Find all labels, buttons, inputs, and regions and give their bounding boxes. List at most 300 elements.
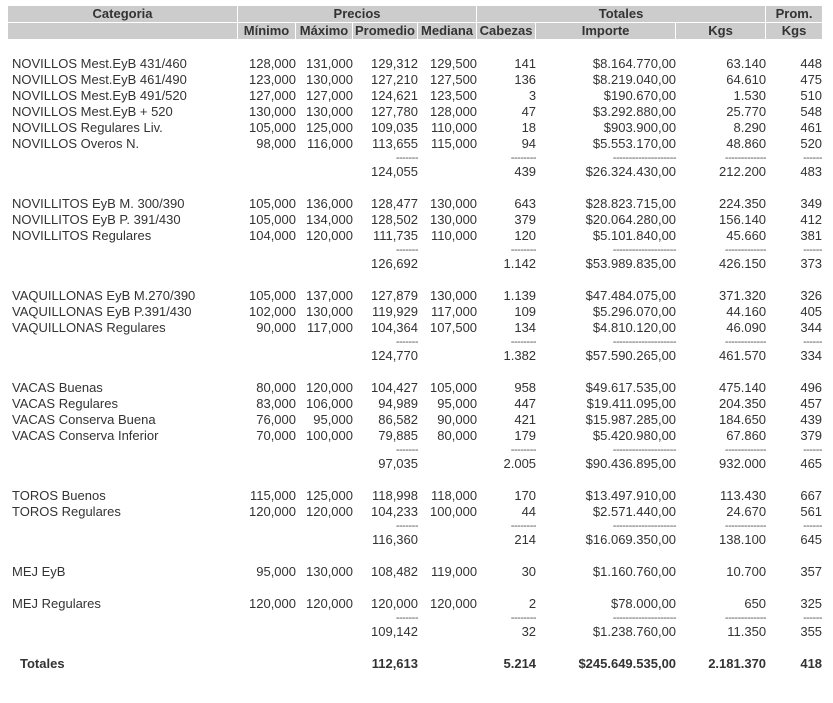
subtotal-cabezas: 32 [521,624,537,639]
cabezas-cell: 134 [514,320,537,335]
spacer-cell [8,548,822,564]
prom-kgs-cell: 475 [800,72,823,87]
mediana-cell: 105,000 [430,380,478,395]
mediana-cell: 119,000 [431,564,478,579]
blank-cell [418,244,477,256]
cabezas-cell: 44 [521,504,537,519]
blank-cell [238,656,296,672]
promedio-cell: 111,735 [372,228,418,243]
cabezas-cell: 3 [528,88,537,103]
spacer-cell [8,272,822,288]
subtotal-promedio: 109,142 [371,624,418,639]
blank-cell [8,152,238,164]
category-cell: NOVILLOS Regulares Liv. [12,120,163,135]
minimo-cell: 130,000 [249,104,296,119]
separator-dashes: -------------------- [612,444,677,456]
maximo-cell: 136,000 [306,196,353,211]
header-mediana: Mediana [418,23,477,40]
cabezas-cell: 141 [514,56,537,71]
minimo-cell: 120,000 [249,596,296,611]
spacer-row [8,40,822,56]
promedio-cell: 79,885 [378,428,418,443]
table-row [8,304,822,320]
header-prom: Prom. [766,6,822,23]
minimo-cell: 115,000 [249,488,296,503]
maximo-cell: 130,000 [306,304,353,319]
mediana-cell: 120,000 [430,596,478,611]
blank-cell [418,456,477,472]
minimo-cell: 128,000 [249,56,296,71]
totals-promedio: 112,613 [371,656,418,671]
spacer-row [8,472,822,488]
importe-cell: $47.484.075,00 [585,288,677,303]
category-cell: NOVILLOS Mest.EyB 431/460 [12,56,187,71]
separator-dashes: -------- [510,520,537,532]
promedio-cell: 118,998 [371,488,418,503]
maximo-cell: 106,000 [306,396,353,411]
minimo-cell: 123,000 [249,72,296,87]
separator-dashes: -------- [510,612,537,624]
importe-cell: $5.553.170,00 [592,136,677,151]
prom-kgs-cell: 357 [800,564,823,579]
separator-dashes: -------- [510,444,537,456]
separator-dashes: -------- [510,336,537,348]
subtotal-prom-kgs: 465 [800,456,823,471]
promedio-cell: 128,502 [371,212,418,227]
maximo-cell: 120,000 [306,228,353,243]
promedio-cell: 109,035 [371,120,418,135]
category-cell: VACAS Buenas [12,380,103,395]
maximo-cell: 117,000 [306,320,353,335]
cabezas-cell: 1.139 [503,288,537,303]
blank-cell [238,444,296,456]
kgs-cell: 24.670 [726,504,767,519]
cabezas-cell: 120 [514,228,537,243]
table-row [8,596,822,612]
promedio-cell: 104,233 [371,504,418,519]
subtotal-kgs: 426.150 [719,256,767,271]
subtotal-promedio: 116,360 [371,532,418,547]
subtotal-cabezas: 2.005 [503,456,537,471]
category-cell: VAQUILLONAS Regulares [12,320,166,335]
table-row [8,396,822,412]
minimo-cell: 127,000 [249,88,296,103]
blank-cell [238,348,296,364]
maximo-cell: 127,000 [306,88,353,103]
table-row [8,412,822,428]
table-row [8,212,822,228]
mediana-cell: 128,000 [430,104,478,119]
blank-cell [8,244,238,256]
separator-dashes: ------------- [724,444,767,456]
subtotal-importe: $1.238.760,00 [592,624,677,639]
separator-dashes: ------------- [724,520,767,532]
subtotal-row [8,624,822,640]
subtotal-kgs: 11.350 [727,624,767,639]
minimo-cell: 80,000 [256,380,296,395]
promedio-cell: 94,989 [378,396,418,411]
minimo-cell: 105,000 [249,196,296,211]
cabezas-cell: 958 [514,380,537,395]
subtotal-cabezas: 439 [514,164,537,179]
subtotal-promedio: 124,770 [371,348,418,363]
category-cell: NOVILLOS Mest.EyB 461/490 [12,72,187,87]
category-cell: MEJ EyB [12,564,66,579]
blank-cell [296,532,353,548]
importe-cell: $8.219.040,00 [592,72,677,87]
minimo-cell: 90,000 [256,320,296,335]
category-cell: NOVILLITOS EyB M. 300/390 [12,196,185,211]
blank-cell [8,444,238,456]
table-row [8,380,822,396]
subtotal-importe: $53.989.835,00 [585,256,677,271]
promedio-cell: 129,312 [371,56,418,71]
blank-cell [296,444,353,456]
maximo-cell: 95,000 [313,412,353,427]
subtotal-prom-kgs: 355 [800,624,823,639]
blank-cell [296,164,353,180]
subtotal-promedio: 124,055 [371,164,418,179]
separator-row [8,612,822,624]
totals-cabezas: 5.214 [503,656,537,671]
blank-cell [238,244,296,256]
blank-cell [296,256,353,272]
subtotal-kgs: 138.100 [719,532,767,547]
header-cabezas: Cabezas [477,23,536,40]
mediana-cell: 115,000 [431,136,478,151]
subtotal-row [8,532,822,548]
spacer-row [8,180,822,196]
subtotal-prom-kgs: 373 [800,256,823,271]
mediana-cell: 130,000 [430,288,478,303]
promedio-cell: 128,477 [371,196,418,211]
maximo-cell: 131,000 [306,56,353,71]
separator-dashes: -------- [510,152,537,164]
kgs-cell: 371.320 [719,288,767,303]
kgs-cell: 156.140 [719,212,767,227]
blank-cell [8,520,238,532]
blank-cell [418,656,477,672]
subtotal-row [8,256,822,272]
kgs-cell: 44.160 [726,304,767,319]
blank-cell [8,532,238,548]
blank-cell [238,456,296,472]
cabezas-cell: 30 [521,564,537,579]
kgs-cell: 475.140 [719,380,767,395]
subtotal-cabezas: 214 [514,532,537,547]
separator-dashes: ------ [803,244,823,256]
blank-cell [8,456,238,472]
prom-kgs-cell: 548 [800,104,823,119]
header-importe: Importe [536,23,676,40]
separator-row [8,336,822,348]
category-cell: NOVILLITOS Regulares [12,228,152,243]
table-row [8,56,822,72]
minimo-cell: 102,000 [249,304,296,319]
category-cell: VAQUILLONAS EyB M.270/390 [12,288,196,303]
subtotal-prom-kgs: 645 [800,532,823,547]
blank-cell [296,152,353,164]
totals-prom-kgs: 418 [800,656,823,671]
category-cell: VACAS Conserva Buena [12,412,156,427]
minimo-cell: 105,000 [249,288,296,303]
table-row [8,72,822,88]
table-row [8,504,822,520]
maximo-cell: 100,000 [306,428,353,443]
blank-cell [238,624,296,640]
prom-kgs-cell: 448 [800,56,823,71]
maximo-cell: 137,000 [306,288,353,303]
category-cell: TOROS Buenos [12,488,106,503]
prom-kgs-cell: 349 [800,196,823,211]
cabezas-cell: 447 [514,396,537,411]
mediana-cell: 123,500 [430,88,478,103]
maximo-cell: 125,000 [306,120,353,135]
blank-cell [418,348,477,364]
cabezas-cell: 136 [514,72,537,87]
kgs-cell: 204.350 [719,396,767,411]
separator-dashes: ------ [803,612,823,624]
table-row [8,88,822,104]
table-row [8,228,822,244]
kgs-cell: 1.530 [733,88,767,103]
promedio-cell: 104,427 [371,380,418,395]
separator-dashes: ------- [395,612,418,624]
blank-cell [8,624,238,640]
subtotal-kgs: 212.200 [719,164,767,179]
subtotal-importe: $26.324.430,00 [585,164,677,179]
maximo-cell: 130,000 [306,72,353,87]
blank-cell [296,348,353,364]
table-row [8,488,822,504]
blank-cell [238,612,296,624]
subtotal-promedio: 126,692 [371,256,418,271]
separator-dashes: ------ [803,336,823,348]
category-cell: NOVILLOS Overos N. [12,136,140,151]
kgs-cell: 67.860 [726,428,767,443]
separator-dashes: ------- [395,336,418,348]
separator-row [8,152,822,164]
table-body [8,40,822,672]
subtotal-prom-kgs: 334 [800,348,823,363]
spacer-row [8,364,822,380]
prom-kgs-cell: 326 [800,288,823,303]
kgs-cell: 650 [744,596,767,611]
separator-dashes: ------ [803,152,823,164]
prom-kgs-cell: 457 [800,396,823,411]
importe-cell: $5.101.840,00 [592,228,677,243]
subtotal-importe: $90.436.895,00 [585,456,677,471]
minimo-cell: 98,000 [256,136,296,151]
cabezas-cell: 379 [514,212,537,227]
importe-cell: $19.411.095,00 [586,396,677,411]
separator-dashes: ------- [395,444,418,456]
subtotal-cabezas: 1.142 [503,256,537,271]
table-row [8,288,822,304]
separator-dashes: -------------------- [612,336,677,348]
blank-cell [296,624,353,640]
promedio-cell: 113,655 [371,136,418,151]
category-cell: VAQUILLONAS EyB P.391/430 [12,304,192,319]
prom-kgs-cell: 520 [800,136,823,151]
subtotal-prom-kgs: 483 [800,164,823,179]
separator-dashes: ------------- [724,152,767,164]
subtotal-row [8,348,822,364]
prom-kgs-cell: 405 [800,304,823,319]
cabezas-cell: 94 [521,136,537,151]
separator-dashes: -------------------- [612,152,677,164]
importe-cell: $5.420.980,00 [592,428,677,443]
blank-cell [238,520,296,532]
subtotal-importe: $16.069.350,00 [585,532,677,547]
mediana-cell: 110,000 [431,120,478,135]
kgs-cell: 10.700 [726,564,767,579]
kgs-cell: 63.140 [726,56,767,71]
category-cell: NOVILLOS Mest.EyB 491/520 [12,88,187,103]
kgs-cell: 113.430 [720,488,767,503]
cabezas-cell: 421 [514,412,537,427]
blank-cell [296,336,353,348]
importe-cell: $15.987.285,00 [585,412,677,427]
cabezas-cell: 47 [521,104,537,119]
importe-cell: $1.160.760,00 [592,564,677,579]
spacer-cell [8,364,822,380]
blank-cell [238,336,296,348]
importe-cell: $3.292.880,00 [592,104,677,119]
kgs-cell: 48.860 [726,136,767,151]
maximo-cell: 116,000 [306,136,353,151]
blank-cell [296,520,353,532]
totals-kgs: 2.181.370 [708,656,767,671]
minimo-cell: 83,000 [256,396,296,411]
table-row [8,564,822,580]
prom-kgs-cell: 325 [800,596,823,611]
importe-cell: $903.900,00 [603,120,677,135]
blank-cell [418,444,477,456]
prom-kgs-cell: 439 [800,412,823,427]
spacer-cell [8,40,822,56]
minimo-cell: 76,000 [256,412,296,427]
promedio-cell: 86,582 [378,412,418,427]
mediana-cell: 117,000 [431,304,478,319]
maximo-cell: 125,000 [306,488,353,503]
mediana-cell: 80,000 [437,428,478,443]
blank-cell [418,532,477,548]
separator-dashes: ------ [803,520,823,532]
promedio-cell: 127,780 [371,104,418,119]
cabezas-cell: 643 [514,196,537,211]
subtotal-kgs: 932.000 [719,456,767,471]
kgs-cell: 64.610 [726,72,767,87]
subtotal-importe: $57.590.265,00 [585,348,677,363]
separator-row [8,244,822,256]
blank-cell [8,336,238,348]
spacer-row [8,548,822,564]
header-maximo: Máximo [296,23,353,40]
table-row [8,104,822,120]
separator-dashes: -------- [510,244,537,256]
separator-dashes: ------------- [724,244,767,256]
minimo-cell: 104,000 [249,228,296,243]
table-row [8,196,822,212]
prom-kgs-cell: 561 [800,504,823,519]
maximo-cell: 130,000 [306,104,353,119]
header-minimo: Mínimo [238,23,296,40]
spacer-row [8,640,822,656]
maximo-cell: 120,000 [306,504,353,519]
header-precios: Precios [238,6,477,23]
blank-cell [238,532,296,548]
kgs-cell: 8.290 [733,120,767,135]
importe-cell: $2.571.440,00 [592,504,677,519]
kgs-cell: 184.650 [719,412,767,427]
mediana-cell: 90,000 [437,412,478,427]
maximo-cell: 130,000 [306,564,353,579]
maximo-cell: 120,000 [306,596,353,611]
header-categoria-blank [8,23,238,40]
spacer-cell [8,640,822,656]
importe-cell: $13.497.910,00 [585,488,677,503]
minimo-cell: 105,000 [249,120,296,135]
mediana-cell: 100,000 [430,504,478,519]
importe-cell: $78.000,00 [610,596,677,611]
totals-importe: $245.649.535,00 [578,656,677,671]
minimo-cell: 105,000 [249,212,296,227]
subtotal-kgs: 461.570 [719,348,767,363]
blank-cell [418,624,477,640]
promedio-cell: 127,210 [371,72,418,87]
blank-cell [296,244,353,256]
separator-dashes: ------- [395,244,418,256]
separator-dashes: -------------------- [612,520,677,532]
totals-label: Totales [20,656,65,671]
importe-cell: $190.670,00 [603,88,677,103]
separator-dashes: ------ [803,444,823,456]
blank-cell [8,612,238,624]
category-cell: MEJ Regulares [12,596,101,611]
cabezas-cell: 170 [514,488,537,503]
cabezas-cell: 109 [514,304,537,319]
prom-kgs-cell: 412 [800,212,823,227]
blank-cell [296,456,353,472]
blank-cell [8,256,238,272]
separator-row [8,520,822,532]
prom-kgs-cell: 381 [800,228,823,243]
header-kgs: Kgs [676,23,766,40]
header-totales: Totales [477,6,766,23]
importe-cell: $5.296.070,00 [592,304,677,319]
maximo-cell: 134,000 [306,212,353,227]
blank-cell [418,336,477,348]
spacer-row [8,272,822,288]
mediana-cell: 110,000 [431,228,478,243]
spacer-cell [8,180,822,196]
blank-cell [8,164,238,180]
mediana-cell: 95,000 [437,396,478,411]
blank-cell [418,152,477,164]
minimo-cell: 70,000 [256,428,296,443]
table-row [8,136,822,152]
maximo-cell: 120,000 [306,380,353,395]
separator-dashes: ------------- [724,336,767,348]
header-prom-kgs: Kgs [766,23,822,40]
category-cell: VACAS Regulares [12,396,118,411]
importe-cell: $28.823.715,00 [585,196,677,211]
table-row [8,428,822,444]
prom-kgs-cell: 667 [800,488,823,503]
blank-cell [8,348,238,364]
cabezas-cell: 18 [521,120,537,135]
